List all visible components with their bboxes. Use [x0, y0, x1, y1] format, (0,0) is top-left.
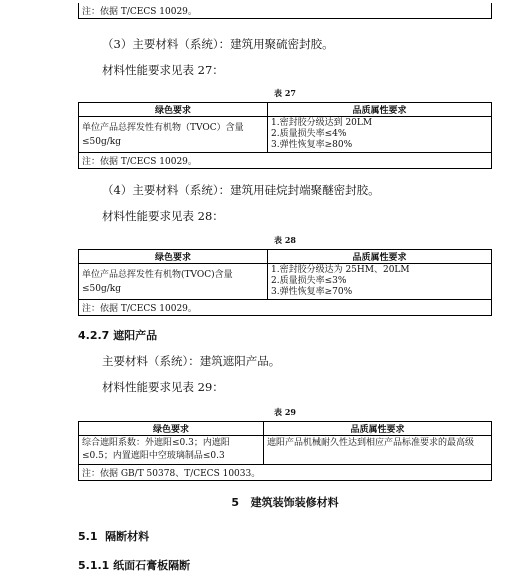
para-main-material: 主要材料（系统）：建筑遮阳产品。 [102, 354, 281, 368]
table-27-quality-2: 2.质量损失率≤4% [271, 129, 347, 139]
table-27-quality [268, 117, 492, 153]
table-28 [78, 249, 492, 316]
table-29-caption: 表 29 [274, 407, 296, 417]
table-28-note: 注：依据 T/CECS 10029。 [79, 300, 492, 316]
table-28-quality [268, 264, 492, 300]
table-27-header-quality: 品质属性要求 [268, 103, 492, 117]
para-29-perf: 材料性能要求见表 29： [102, 380, 224, 394]
para-4: （4）主要材料（系统）：建筑用硅烷封端聚醚密封胶。 [102, 183, 380, 197]
top-note: 注：依据 T/CECS 10029。 [79, 3, 492, 19]
table-29-header-green: 绿色要求 [79, 422, 264, 436]
table-28-header-green: 绿色要求 [79, 250, 268, 264]
section-5-1-heading: 5.1 隔断材料 [78, 530, 150, 543]
table-28-quality-2: 2.质量损失率≤3% [271, 276, 347, 286]
table-27-quality-3: 3.弹性恢复率≥80% [271, 140, 353, 150]
table-28-green: 单位产品总挥发性有机物(TVOC)含量≤50g/kg [79, 264, 268, 300]
table-28-quality-3: 3.弹性恢复率≥70% [271, 287, 353, 297]
table-29 [78, 421, 492, 481]
para-3: （3）主要材料（系统）：建筑用聚硫密封胶。 [102, 37, 334, 51]
para-3-perf: 材料性能要求见表 27： [102, 63, 224, 77]
table-29-header-quality: 品质属性要求 [264, 422, 492, 436]
para-4-perf: 材料性能要求见表 28： [102, 209, 224, 223]
chapter-5-heading: 5 建筑装饰装修材料 [231, 496, 339, 509]
table-27 [78, 102, 492, 169]
table-27-quality-1: 1.密封胶分级达到 20LM [271, 118, 373, 128]
table-27-green: 单位产品总挥发性有机物（TVOC）含量≤50g/kg [79, 117, 268, 153]
table-29-quality: 遮阳产品机械耐久性达到相应产品标准要求的最高级 [264, 436, 492, 465]
top-note-table [78, 3, 492, 19]
section-5-1-1-heading: 5.1.1 纸面石膏板隔断 [78, 559, 191, 572]
table-27-header-green: 绿色要求 [79, 103, 268, 117]
table-27-note: 注：依据 T/CECS 10029。 [79, 153, 492, 169]
table-29-green: 综合遮阳系数：外遮阳≤0.3；内遮阳≤0.5；内置遮阳中空玻璃制品≤0.3 [79, 436, 264, 465]
table-27-caption: 表 27 [274, 88, 296, 98]
section-4-2-7-heading: 4.2.7 遮阳产品 [78, 329, 158, 342]
table-29-note: 注：依据 GB/T 50378、T/CECS 10033。 [79, 465, 492, 481]
table-28-caption: 表 28 [274, 235, 296, 245]
table-28-quality-1: 1.密封胶分级达为 25HM、20LM [271, 265, 410, 275]
table-28-header-quality: 品质属性要求 [268, 250, 492, 264]
